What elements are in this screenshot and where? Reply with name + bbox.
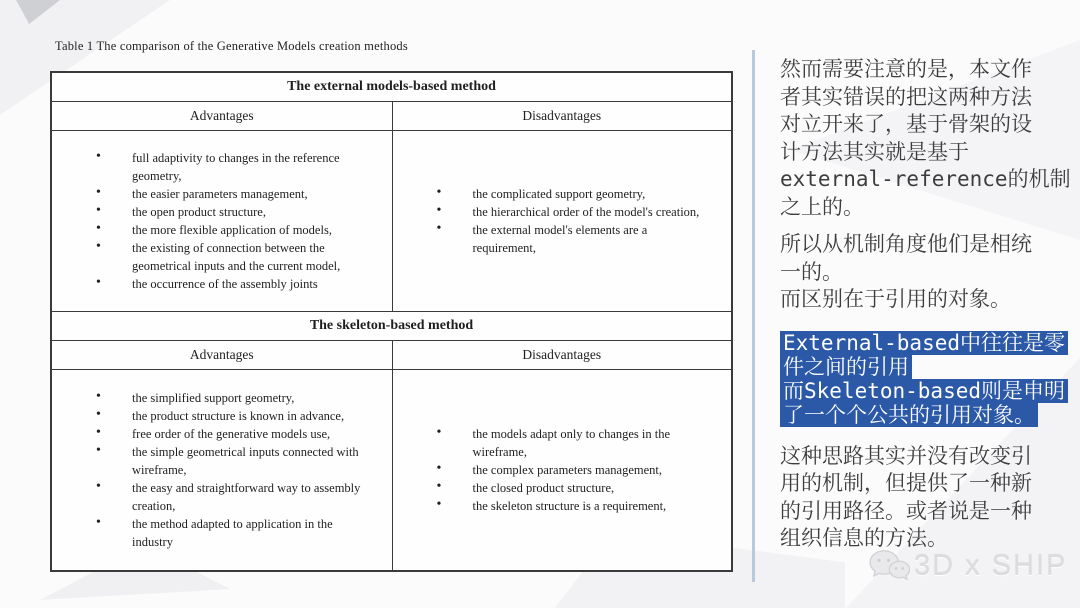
- disadvantages-header: Disadvantages: [392, 341, 732, 369]
- external-disadvantages-cell: [392, 131, 732, 311]
- highlighted-text: External-based中往往是零: [780, 331, 1068, 355]
- column-header-row: [52, 102, 731, 131]
- wechat-icon: [868, 548, 910, 584]
- comparison-table: [50, 71, 733, 572]
- external-disadvantages-list: [393, 185, 732, 257]
- note-line: [780, 355, 1066, 379]
- skeleton-disadvantages-list: [393, 425, 732, 515]
- external-content-row: [52, 131, 731, 312]
- note-line: 所以从机制角度他们是相统: [780, 232, 1032, 256]
- list-item: • the complex parameters management,: [437, 461, 714, 479]
- table-caption: Table 1 The comparison of the Generative Models creation methods: [55, 39, 408, 53]
- skeleton-advantages-cell: [52, 370, 392, 570]
- advantages-header: Advantages: [189, 347, 254, 362]
- list-item: • the external model's elements are a requirement,: [437, 221, 714, 257]
- list-item: • the simplified support geometry,: [96, 389, 374, 407]
- list-item: • the method adapted to application in the industry: [96, 515, 374, 551]
- note-paragraph-1: [780, 56, 1071, 221]
- section-title-external-models: The external models-based method: [52, 73, 731, 102]
- watermark-text: 3D x SHIP: [914, 549, 1068, 582]
- list-item: • the skeleton structure is a requirement,: [437, 497, 714, 515]
- note-paragraph-4: [780, 443, 1066, 553]
- note-line: external-reference的机制: [780, 167, 1071, 191]
- note-line: [780, 331, 1066, 355]
- note-line: 然而需要注意的是，本文作: [780, 57, 1032, 81]
- advantages-header: Advantages: [189, 108, 254, 123]
- note-line: 而区别在于引用的对象。: [780, 287, 1011, 311]
- highlighted-text: 而Skeleton-based则是申明: [780, 379, 1068, 403]
- highlighted-text: 了一个个公共的引用对象。: [780, 403, 1038, 427]
- note-line: 之上的。: [780, 194, 864, 219]
- external-advantages-list: [52, 149, 392, 293]
- column-header-row: [52, 341, 731, 370]
- list-item: • the hierarchical order of the model's creation,: [437, 203, 714, 221]
- external-advantages-cell: [52, 131, 392, 311]
- list-item: • the models adapt only to changes in the wireframe,: [437, 425, 714, 461]
- note-line: 用的机制，但提供了一种新: [780, 471, 1032, 495]
- note-line: [780, 379, 1066, 403]
- list-item: • the easy and straightforward way to assembly creation,: [96, 479, 374, 515]
- list-item: • free order of the generative models use,: [96, 425, 374, 443]
- skeleton-content-row: [52, 370, 731, 570]
- skeleton-disadvantages-cell: [392, 370, 732, 570]
- list-item: • full adaptivity to changes in the reference geometry,: [96, 149, 374, 185]
- note-line: 组织信息的方法。: [780, 526, 948, 550]
- list-item: • the complicated support geometry,: [437, 185, 714, 203]
- list-item: • the product structure is known in advance,: [96, 407, 374, 425]
- list-item: • the existing of connection between the geometrical inputs and the current model,: [96, 239, 374, 275]
- notes-panel: [780, 56, 1071, 553]
- list-item: • the easier parameters management,: [96, 185, 374, 203]
- note-paragraph-highlighted: [780, 331, 1066, 427]
- note-line: 的引用路径。或者说是一种: [780, 498, 1032, 523]
- list-item: • the simple geometrical inputs connected with wireframe,: [96, 443, 374, 479]
- list-item: • the open product structure,: [96, 203, 374, 221]
- note-line: 者其实错误的把这两种方法: [780, 84, 1032, 109]
- vertical-divider: [752, 50, 755, 582]
- list-item: • the more flexible application of models,: [96, 221, 374, 239]
- note-line: 一的。: [780, 259, 843, 284]
- list-item: • the closed product structure,: [437, 479, 714, 497]
- section-title-skeleton: The skeleton-based method: [52, 312, 731, 341]
- skeleton-advantages-list: [52, 389, 392, 551]
- note-line: [780, 403, 1066, 427]
- highlighted-text: 件之间的引用: [780, 355, 912, 379]
- note-line: 这种思路其实并没有改变引: [780, 443, 1032, 468]
- note-line: 对立开来了，基于骨架的设: [780, 112, 1032, 136]
- watermark: [868, 548, 1067, 584]
- note-line: 计方法其实就是基于: [780, 139, 969, 164]
- list-item: • the occurrence of the assembly joints: [96, 275, 374, 293]
- note-paragraph-2: [780, 231, 1066, 314]
- disadvantages-header: Disadvantages: [392, 102, 732, 130]
